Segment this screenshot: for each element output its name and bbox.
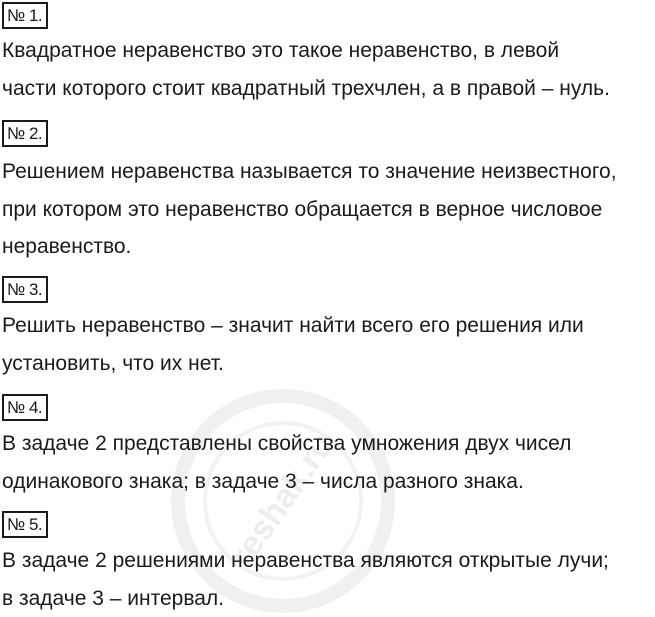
text-line: при котором это неравенство обращается в верное числовое [2, 191, 654, 229]
exercise-label-1: № 1. [2, 2, 48, 29]
text-line: неравенство. [2, 228, 654, 266]
answer-text-4 [2, 425, 654, 500]
text-line: установить, что их нет. [2, 345, 654, 383]
watermark-text: reshak.ru [223, 427, 342, 574]
exercise-label-5: № 5. [2, 511, 48, 538]
text-line: части которого стоит квадратный трехчлен, а в правой – нуль. [2, 70, 654, 108]
text-line: одинакового знака; в задаче 3 – числа разного знака. [2, 463, 654, 501]
answer-text-5 [2, 542, 654, 617]
exercise-label-3: № 3. [2, 276, 48, 303]
text-line: В задаче 2 решениями неравенства являются открытые лучи; [2, 542, 654, 580]
answer-text-1 [2, 32, 654, 107]
text-line: Квадратное неравенство это такое неравенство, в левой [2, 32, 654, 70]
answer-text-2 [2, 153, 654, 266]
exercise-label-2: № 2. [2, 120, 48, 147]
answer-text-3 [2, 307, 654, 382]
exercise-label-4: № 4. [2, 394, 48, 421]
text-line: в задаче 3 – интервал. [2, 580, 654, 617]
text-line: Решением неравенства называется то значение неизвестного, [2, 153, 654, 191]
text-line: В задаче 2 представлены свойства умножения двух чисел [2, 425, 654, 463]
text-line: Решить неравенство – значит найти всего его решения или [2, 307, 654, 345]
